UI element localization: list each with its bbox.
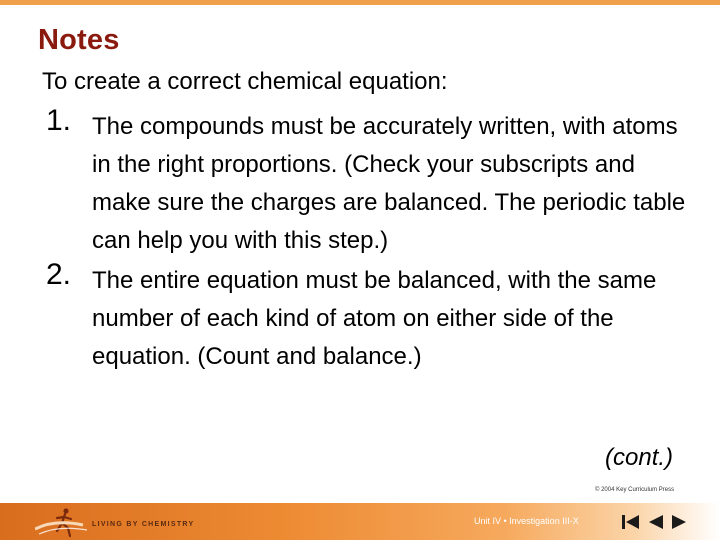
continued-label: (cont.) (605, 444, 674, 471)
slide-title: Notes (38, 24, 120, 56)
runner-figure-icon (35, 508, 87, 536)
slide-navigation (622, 512, 686, 532)
list-item (46, 258, 706, 376)
intro-text: To create a correct chemical equation: (42, 68, 448, 95)
list-item-number: 1. (46, 104, 72, 137)
copyright-text: © 2004 Key Curriculum Press (595, 487, 675, 493)
list-item-text: The compounds must be accurately written, with atoms in the right proportions. (Check your subscripts and make sure the charges are balanced. The periodic table can help you with this step.) (92, 113, 686, 254)
list-item-text: The entire equation must be balanced, with the same number of each kind of atom on either side of the equation. (Count and balance.) (92, 267, 657, 370)
first-slide-icon[interactable] (622, 515, 640, 529)
list-item-number: 2. (46, 258, 72, 291)
list-item (46, 104, 706, 260)
previous-slide-icon[interactable] (649, 515, 663, 529)
unit-label: Unit IV • Investigation III-X (474, 516, 579, 526)
steps-list (46, 104, 706, 376)
top-accent-bar (0, 0, 720, 5)
next-slide-icon[interactable] (672, 515, 686, 529)
logo-text: LIVING BY CHEMISTRY (92, 521, 195, 528)
